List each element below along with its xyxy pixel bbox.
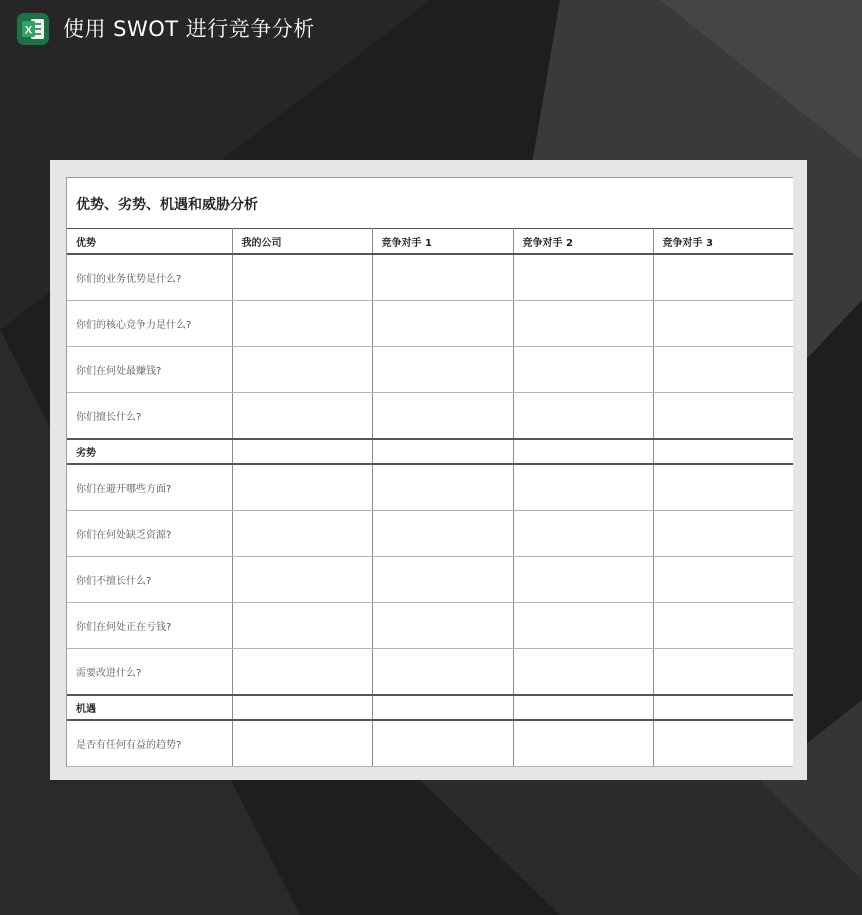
input-cell[interactable] bbox=[372, 603, 513, 649]
input-cell[interactable] bbox=[232, 511, 372, 557]
input-cell[interactable] bbox=[513, 347, 653, 393]
input-cell[interactable] bbox=[653, 301, 793, 347]
input-cell[interactable] bbox=[653, 347, 793, 393]
input-cell[interactable] bbox=[513, 649, 653, 696]
question-cell[interactable]: 你们在何处正在亏钱? bbox=[67, 603, 232, 649]
input-cell[interactable] bbox=[232, 301, 372, 347]
input-cell[interactable] bbox=[232, 439, 372, 464]
input-cell[interactable] bbox=[513, 557, 653, 603]
question-cell[interactable]: 需要改进什么? bbox=[67, 649, 232, 696]
table-row bbox=[67, 464, 793, 511]
input-cell[interactable] bbox=[372, 695, 513, 720]
input-cell[interactable] bbox=[513, 603, 653, 649]
input-cell[interactable] bbox=[372, 347, 513, 393]
input-cell[interactable] bbox=[372, 301, 513, 347]
title-bar bbox=[0, 0, 862, 60]
section-label-cell[interactable]: 劣势 bbox=[67, 439, 232, 464]
input-cell[interactable] bbox=[372, 557, 513, 603]
question-cell[interactable]: 你们擅长什么? bbox=[67, 393, 232, 440]
input-cell[interactable] bbox=[232, 649, 372, 696]
input-cell[interactable] bbox=[653, 649, 793, 696]
table-row bbox=[67, 603, 793, 649]
input-cell[interactable] bbox=[653, 393, 793, 440]
column-header[interactable]: 竞争对手 2 bbox=[513, 229, 653, 255]
input-cell[interactable] bbox=[513, 439, 653, 464]
input-cell[interactable] bbox=[513, 464, 653, 511]
input-cell[interactable] bbox=[513, 720, 653, 767]
input-cell[interactable] bbox=[232, 720, 372, 767]
input-cell[interactable] bbox=[372, 649, 513, 696]
spreadsheet-frame bbox=[50, 160, 807, 780]
input-cell[interactable] bbox=[653, 720, 793, 767]
input-cell[interactable] bbox=[372, 254, 513, 301]
column-header[interactable]: 我的公司 bbox=[232, 229, 372, 255]
section-row bbox=[67, 439, 793, 464]
spreadsheet bbox=[66, 177, 793, 767]
question-cell[interactable]: 你们不擅长什么? bbox=[67, 557, 232, 603]
input-cell[interactable] bbox=[513, 301, 653, 347]
input-cell[interactable] bbox=[653, 464, 793, 511]
input-cell[interactable] bbox=[513, 511, 653, 557]
column-header[interactable]: 竞争对手 3 bbox=[653, 229, 793, 255]
input-cell[interactable] bbox=[232, 254, 372, 301]
excel-icon-letter: X bbox=[24, 24, 33, 37]
column-header[interactable]: 优势 bbox=[67, 229, 232, 255]
input-cell[interactable] bbox=[232, 603, 372, 649]
input-cell[interactable] bbox=[653, 603, 793, 649]
table-row bbox=[67, 511, 793, 557]
input-cell[interactable] bbox=[653, 511, 793, 557]
table-row bbox=[67, 720, 793, 767]
input-cell[interactable] bbox=[232, 464, 372, 511]
column-header[interactable]: 竞争对手 1 bbox=[372, 229, 513, 255]
question-cell[interactable]: 你们的业务优势是什么? bbox=[67, 254, 232, 301]
question-cell[interactable]: 你们在何处最赚钱? bbox=[67, 347, 232, 393]
question-cell[interactable]: 你们在避开哪些方面? bbox=[67, 464, 232, 511]
section-row bbox=[67, 695, 793, 720]
excel-icon[interactable] bbox=[17, 13, 49, 45]
input-cell[interactable] bbox=[513, 695, 653, 720]
input-cell[interactable] bbox=[372, 439, 513, 464]
table-row bbox=[67, 557, 793, 603]
input-cell[interactable] bbox=[372, 393, 513, 440]
app-title: 使用 SWOT 进行竞争分析 bbox=[63, 17, 315, 41]
sheet-title: 优势、劣势、机遇和威胁分析 bbox=[76, 197, 258, 213]
question-cell[interactable]: 是否有任何有益的趋势? bbox=[67, 720, 232, 767]
input-cell[interactable] bbox=[232, 695, 372, 720]
input-cell[interactable] bbox=[372, 464, 513, 511]
table-row bbox=[67, 393, 793, 440]
question-cell[interactable]: 你们的核心竞争力是什么? bbox=[67, 301, 232, 347]
input-cell[interactable] bbox=[513, 393, 653, 440]
input-cell[interactable] bbox=[653, 439, 793, 464]
section-label-cell[interactable]: 机遇 bbox=[67, 695, 232, 720]
input-cell[interactable] bbox=[232, 347, 372, 393]
input-cell[interactable] bbox=[372, 511, 513, 557]
input-cell[interactable] bbox=[653, 254, 793, 301]
table-row bbox=[67, 347, 793, 393]
input-cell[interactable] bbox=[653, 557, 793, 603]
question-cell[interactable]: 你们在何处缺乏资源? bbox=[67, 511, 232, 557]
input-cell[interactable] bbox=[653, 695, 793, 720]
table-row bbox=[67, 301, 793, 347]
input-cell[interactable] bbox=[513, 254, 653, 301]
table-header-row bbox=[67, 229, 793, 255]
input-cell[interactable] bbox=[372, 720, 513, 767]
input-cell[interactable] bbox=[232, 557, 372, 603]
table-row bbox=[67, 649, 793, 696]
input-cell[interactable] bbox=[232, 393, 372, 440]
swot-table bbox=[67, 228, 793, 767]
table-row bbox=[67, 254, 793, 301]
